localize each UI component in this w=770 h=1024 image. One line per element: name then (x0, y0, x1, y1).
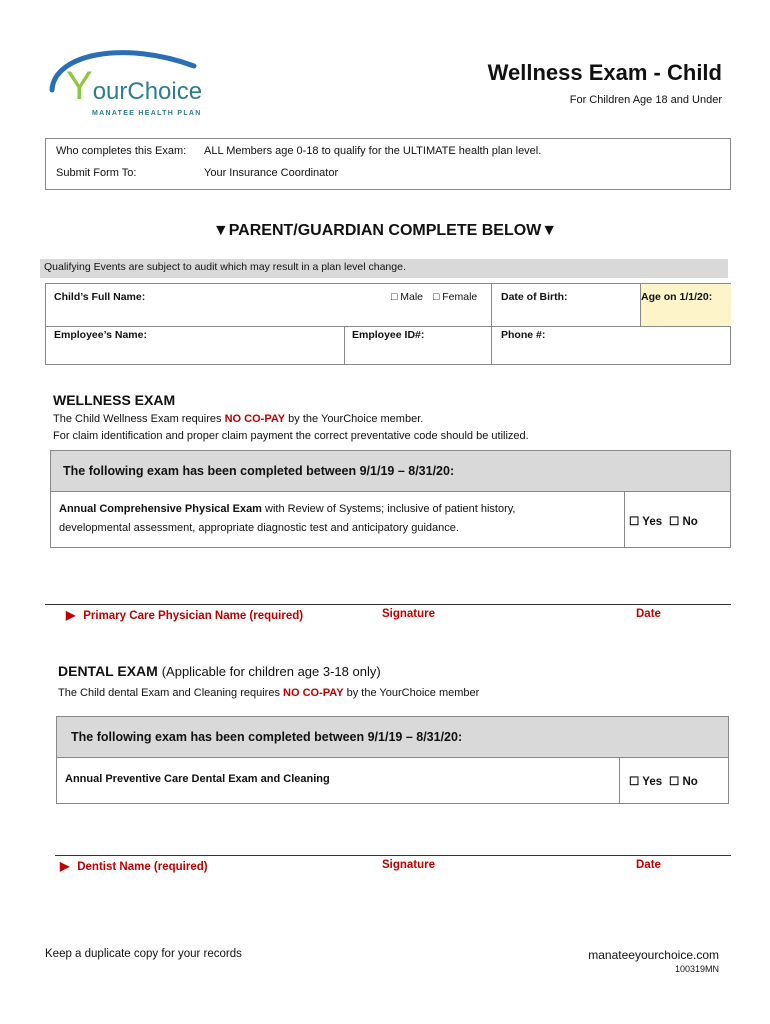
footer-website: manateeyourchoice.com (588, 948, 719, 962)
dentist-name-text: Dentist Name (required) (77, 861, 208, 873)
dental-exam-description: Annual Preventive Care Dental Exam and Cleaning (65, 773, 330, 785)
arrow-right-icon: ▶ (66, 608, 76, 622)
dental-exam-table (56, 716, 729, 804)
physician-signature-label: Signature (382, 608, 436, 620)
dental-title-sub: (Applicable for children age 3-18 only) (161, 664, 381, 679)
divider (491, 284, 492, 365)
physician-name-label (66, 608, 303, 622)
physician-signature-line[interactable] (45, 604, 731, 605)
dental-copay-post: by the YourChoice member (343, 687, 480, 699)
divider (344, 326, 345, 365)
logo-tagline: MANATEE HEALTH PLAN (92, 110, 202, 117)
wellness-exam-title: WELLNESS EXAM (53, 392, 176, 408)
who-completes-label: Who completes this Exam: (56, 145, 187, 157)
footer-note: Keep a duplicate copy for your records (45, 948, 242, 960)
divider (46, 326, 730, 327)
wellness-yes-checkbox[interactable]: ☐ Yes (629, 516, 663, 528)
arrow-right-icon: ▶ (60, 859, 70, 873)
dentist-signature-line[interactable] (55, 855, 731, 856)
female-checkbox[interactable]: □ Female (433, 291, 478, 303)
info-box (45, 138, 731, 190)
dental-copay-pre: The Child dental Exam and Cleaning requires (58, 687, 284, 699)
wellness-no-copay: NO CO-PAY (224, 413, 286, 425)
dob-field[interactable]: Date of Birth: (501, 291, 568, 303)
divider (619, 758, 620, 804)
dental-copay-text (58, 687, 479, 699)
wellness-copay-pre: The Child Wellness Exam requires (53, 413, 225, 425)
submit-form-row (56, 167, 338, 179)
phone-field[interactable]: Phone #: (501, 329, 546, 341)
dental-no-checkbox[interactable]: ☐ No (669, 776, 698, 788)
logo-wordmark (66, 64, 202, 109)
logo-choice: Choice (127, 78, 203, 105)
wellness-no-checkbox[interactable]: ☐ No (669, 516, 698, 528)
dental-exam-title (58, 663, 381, 679)
form-title: Wellness Exam - Child (487, 60, 722, 85)
employee-name-field[interactable]: Employee’s Name: (54, 329, 147, 341)
wellness-copay-post: by the YourChoice member. (285, 413, 424, 425)
dental-no-copay: NO CO-PAY (283, 687, 344, 699)
employee-id-field[interactable]: Employee ID#: (352, 329, 425, 341)
submit-form-label: Submit Form To: (56, 167, 137, 179)
wellness-exam-name: Annual Comprehensive Physical Exam (59, 503, 262, 515)
wellness-copay-text (53, 413, 423, 425)
dental-table-heading: The following exam has been completed between 9/1/19 – 8/31/20: (57, 717, 728, 758)
dentist-date-label: Date (636, 859, 661, 871)
parent-guardian-heading: ▼PARENT/GUARDIAN COMPLETE BELOW▼ (212, 222, 558, 239)
wellness-table-heading: The following exam has been completed between 9/1/19 – 8/31/20: (51, 451, 730, 492)
dentist-name-label (60, 859, 208, 873)
dentist-signature-label: Signature (382, 859, 436, 871)
submit-form-value: Your Insurance Coordinator (204, 167, 339, 179)
dental-title-text: DENTAL EXAM (58, 663, 158, 679)
physician-date-label: Date (636, 608, 661, 620)
who-completes-value: ALL Members age 0-18 to qualify for the ULTIMATE health plan level. (204, 145, 542, 157)
wellness-exam-table (50, 450, 731, 548)
dental-yes-checkbox[interactable]: ☐ Yes (629, 776, 663, 788)
form-subtitle: For Children Age 18 and Under (569, 94, 722, 106)
yourchoice-logo (44, 46, 214, 126)
form-code: 100319MN (674, 964, 719, 974)
male-checkbox[interactable]: □ Male (391, 291, 424, 303)
physician-name-text: Primary Care Physician Name (required) (83, 610, 304, 622)
logo-our: our (92, 78, 128, 105)
wellness-exam-description (59, 500, 619, 538)
wellness-claim-text: For claim identification and proper claim payment the correct preventative code should be utilized. (53, 430, 529, 442)
age-field: Age on 1/1/20: (641, 291, 713, 303)
child-name-field[interactable]: Child’s Full Name: (54, 291, 146, 303)
who-completes-row (56, 145, 541, 157)
divider (624, 492, 625, 548)
parent-info-table (45, 283, 731, 365)
wellness-exam-detail-1: with Review of Systems; inclusive of patient history, (261, 503, 516, 515)
qualifying-events-notice: Qualifying Events are subject to audit which may result in a plan level change. (40, 259, 728, 278)
logo-letter-y: Y (66, 64, 93, 108)
wellness-exam-detail-2: developmental assessment, appropriate diagnostic test and anticipatory guidance. (59, 522, 459, 534)
